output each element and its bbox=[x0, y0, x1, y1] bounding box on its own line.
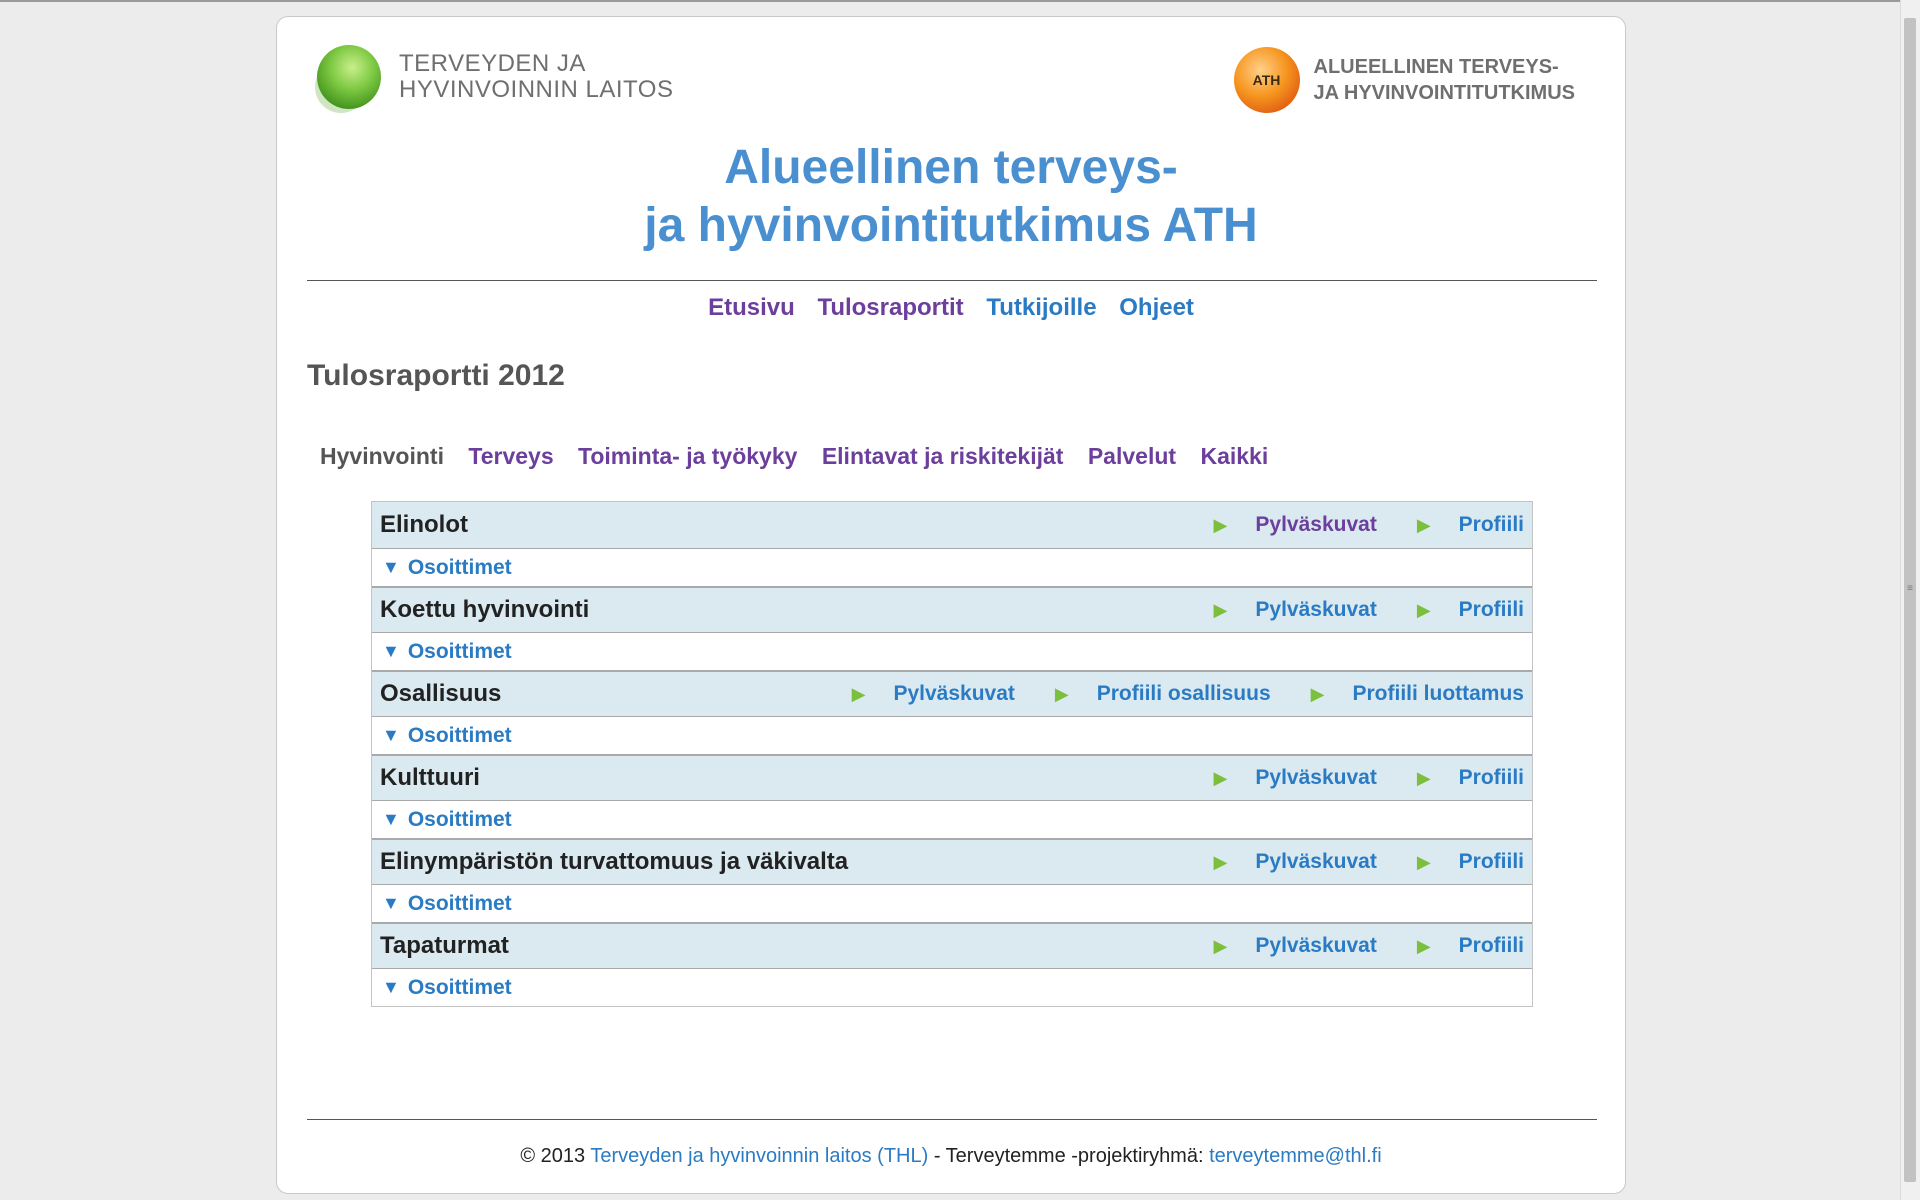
profiili-osallisuus-link[interactable] bbox=[1035, 682, 1271, 706]
play-arrow-icon: ▶ bbox=[1416, 600, 1431, 620]
footer-text: - Terveytemme -projektiryhmä: bbox=[933, 1145, 1204, 1167]
link-label: Profiili bbox=[1458, 850, 1524, 873]
profiili-link[interactable] bbox=[1397, 850, 1524, 874]
triangle-down-icon: ▼ bbox=[382, 641, 400, 661]
nav-etusivu[interactable]: Etusivu bbox=[708, 294, 795, 321]
section-title: Osallisuus bbox=[380, 680, 502, 707]
tab-palvelut[interactable]: Palvelut bbox=[1087, 443, 1177, 469]
pylvaskuvat-link[interactable] bbox=[1194, 934, 1377, 958]
play-arrow-icon: ▶ bbox=[1416, 936, 1431, 956]
footer-org-link[interactable]: Terveyden ja hyvinvoinnin laitos (THL) bbox=[590, 1145, 929, 1167]
nav-ohjeet[interactable]: Ohjeet bbox=[1119, 294, 1194, 321]
section-title: Tapaturmat bbox=[380, 932, 509, 959]
toggle-label: Osoittimet bbox=[407, 723, 512, 747]
tab-elintavat[interactable]: Elintavat ja riskitekijät bbox=[821, 443, 1064, 469]
pylvaskuvat-link[interactable] bbox=[832, 682, 1015, 706]
section-title: Koettu hyvinvointi bbox=[380, 596, 590, 623]
pylvaskuvat-link[interactable] bbox=[1194, 598, 1377, 622]
orange-sphere-icon bbox=[1234, 47, 1300, 113]
play-arrow-icon: ▶ bbox=[1416, 768, 1431, 788]
ath-badge-text: ATH bbox=[1252, 72, 1281, 88]
tab-terveys[interactable]: Terveys bbox=[468, 443, 554, 469]
green-sphere-icon bbox=[317, 45, 381, 109]
profiili-link[interactable] bbox=[1397, 766, 1524, 790]
link-label: Pylväskuvat bbox=[1255, 513, 1377, 536]
tab-hyvinvointi[interactable]: Hyvinvointi bbox=[320, 443, 444, 469]
osoittimet-toggle[interactable] bbox=[372, 548, 1532, 586]
section-header-kulttuuri bbox=[372, 754, 1532, 800]
osoittimet-toggle[interactable] bbox=[372, 884, 1532, 922]
section-header-osallisuus bbox=[372, 670, 1532, 716]
report-sections bbox=[371, 501, 1533, 1007]
triangle-down-icon: ▼ bbox=[382, 977, 400, 997]
link-label: Profiili bbox=[1458, 766, 1524, 789]
profiili-link[interactable] bbox=[1397, 934, 1524, 958]
footer-email-link[interactable]: terveytemme@thl.fi bbox=[1209, 1145, 1382, 1167]
section-header-elinolot bbox=[372, 502, 1532, 548]
toggle-label: Osoittimet bbox=[407, 555, 512, 579]
play-arrow-icon: ▶ bbox=[851, 684, 866, 704]
toggle-label: Osoittimet bbox=[407, 639, 512, 663]
link-label: Pylväskuvat bbox=[1255, 850, 1377, 873]
section-title: Elinympäristön turvattomuus ja väkivalta bbox=[380, 848, 849, 875]
toggle-label: Osoittimet bbox=[407, 807, 512, 831]
play-arrow-icon: ▶ bbox=[1213, 600, 1228, 620]
link-label: Profiili bbox=[1458, 513, 1524, 536]
site-title-line2: ja hyvinvointitutkimus ATH bbox=[644, 199, 1258, 252]
link-label: Profiili bbox=[1458, 598, 1524, 621]
scroll-grip-icon: ≡ bbox=[1907, 583, 1913, 594]
link-label: Pylväskuvat bbox=[1255, 766, 1377, 789]
link-label: Profiili osallisuus bbox=[1096, 682, 1271, 705]
ath-logo[interactable] bbox=[1234, 47, 1576, 113]
thl-logo-line1: TERVEYDEN JA bbox=[399, 50, 586, 77]
link-label: Profiili bbox=[1458, 934, 1524, 957]
pylvaskuvat-link[interactable] bbox=[1194, 766, 1377, 790]
play-arrow-icon: ▶ bbox=[1213, 852, 1228, 872]
link-label: Pylväskuvat bbox=[1255, 598, 1377, 621]
ath-logo-line1: ALUEELLINEN TERVEYS- bbox=[1313, 56, 1559, 78]
thl-logo[interactable] bbox=[317, 45, 673, 109]
page-container bbox=[276, 16, 1626, 1194]
link-label: Profiili luottamus bbox=[1352, 682, 1524, 705]
osoittimet-toggle[interactable] bbox=[372, 800, 1532, 838]
site-title-line1: Alueellinen terveys- bbox=[724, 141, 1178, 194]
play-arrow-icon: ▶ bbox=[1416, 852, 1431, 872]
osoittimet-toggle[interactable] bbox=[372, 632, 1532, 670]
window-top-border bbox=[0, 0, 1920, 2]
section-header-koettu-hyvinvointi bbox=[372, 586, 1532, 632]
tab-toimintakyky[interactable]: Toiminta- ja työkyky bbox=[578, 443, 798, 469]
triangle-down-icon: ▼ bbox=[382, 725, 400, 745]
profiili-luottamus-link[interactable] bbox=[1291, 682, 1524, 706]
link-label: Pylväskuvat bbox=[893, 682, 1015, 705]
play-arrow-icon: ▶ bbox=[1213, 768, 1228, 788]
section-title: Elinolot bbox=[380, 511, 468, 538]
category-nav bbox=[320, 443, 1286, 470]
page-heading: Tulosraportti 2012 bbox=[307, 359, 565, 392]
ath-logo-text bbox=[1314, 54, 1576, 106]
play-arrow-icon: ▶ bbox=[1213, 515, 1228, 535]
nav-tutkijoille[interactable]: Tutkijoille bbox=[986, 294, 1097, 321]
triangle-down-icon: ▼ bbox=[382, 809, 400, 829]
section-header-turvattomuus bbox=[372, 838, 1532, 884]
section-title: Kulttuuri bbox=[380, 764, 480, 791]
osoittimet-toggle[interactable] bbox=[372, 716, 1532, 754]
play-arrow-icon: ▶ bbox=[1054, 684, 1069, 704]
profiili-link[interactable] bbox=[1397, 598, 1524, 622]
ath-logo-line2: JA HYVINVOINTITUTKIMUS bbox=[1313, 82, 1575, 104]
header-divider bbox=[307, 280, 1597, 281]
section-header-tapaturmat bbox=[372, 922, 1532, 968]
footer bbox=[277, 1145, 1625, 1168]
footer-divider bbox=[307, 1119, 1597, 1120]
main-nav bbox=[277, 294, 1625, 322]
scrollbar-thumb[interactable] bbox=[1904, 18, 1916, 1182]
nav-tulosraportit[interactable]: Tulosraportit bbox=[817, 294, 964, 321]
osoittimet-toggle[interactable] bbox=[372, 968, 1532, 1006]
link-label: Pylväskuvat bbox=[1255, 934, 1377, 957]
site-title bbox=[277, 139, 1625, 255]
vertical-scrollbar[interactable] bbox=[1900, 0, 1920, 1200]
triangle-down-icon: ▼ bbox=[382, 557, 400, 577]
footer-copyright: © 2013 bbox=[520, 1145, 586, 1167]
pylvaskuvat-link[interactable] bbox=[1194, 513, 1377, 537]
triangle-down-icon: ▼ bbox=[382, 893, 400, 913]
play-arrow-icon: ▶ bbox=[1416, 515, 1431, 535]
play-arrow-icon: ▶ bbox=[1213, 936, 1228, 956]
profiili-link[interactable] bbox=[1397, 513, 1524, 537]
thl-logo-text bbox=[399, 51, 673, 103]
toggle-label: Osoittimet bbox=[407, 891, 512, 915]
play-arrow-icon: ▶ bbox=[1310, 684, 1325, 704]
pylvaskuvat-link[interactable] bbox=[1194, 850, 1377, 874]
tab-kaikki[interactable]: Kaikki bbox=[1200, 443, 1269, 469]
toggle-label: Osoittimet bbox=[407, 975, 512, 999]
thl-logo-line2: HYVINVOINNIN LAITOS bbox=[399, 76, 674, 103]
